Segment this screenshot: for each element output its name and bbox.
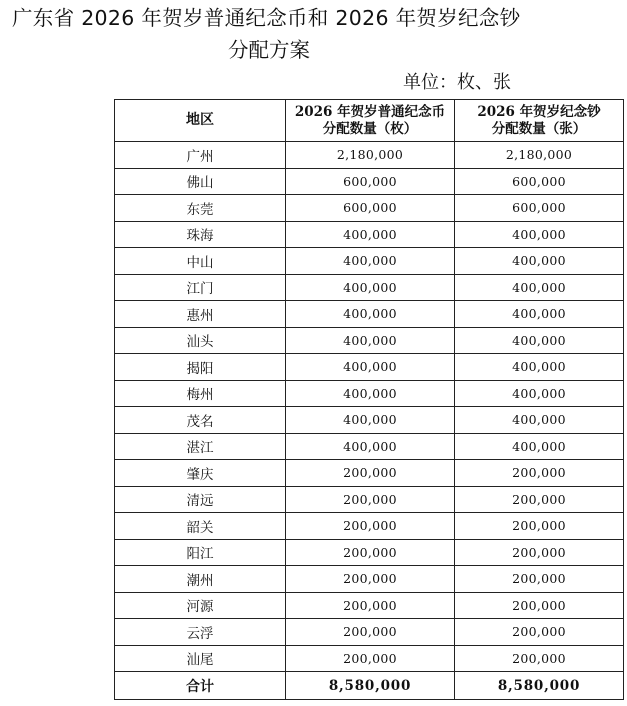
table-body: [115, 142, 624, 672]
table-row: [115, 195, 624, 222]
note-quantity-cell: 400,000: [455, 407, 624, 434]
table-row: [115, 433, 624, 460]
header-coin-line1: 2026 年贺岁普通纪念币: [294, 103, 446, 120]
coin-quantity-cell: 400,000: [286, 433, 455, 460]
header-note-quantity: [455, 100, 624, 142]
region-cell: 佛山: [115, 168, 286, 195]
page-title-line2: 分配方案: [228, 38, 310, 62]
table-row: [115, 645, 624, 672]
region-cell: 清远: [115, 486, 286, 513]
coin-quantity-cell: 400,000: [286, 354, 455, 381]
table-row: [115, 460, 624, 487]
coin-quantity-cell: 200,000: [286, 486, 455, 513]
coin-quantity-cell: 600,000: [286, 168, 455, 195]
note-quantity-cell: 200,000: [455, 539, 624, 566]
coin-quantity-cell: 400,000: [286, 248, 455, 275]
header-note-line2: 分配数量（张）: [491, 120, 587, 137]
note-quantity-cell: 400,000: [455, 274, 624, 301]
page-title: 广东省 2026 年贺岁普通纪念币和 2026 年贺岁纪念钞: [12, 6, 521, 30]
region-cell: 茂名: [115, 407, 286, 434]
table-row: [115, 354, 624, 381]
table-row: [115, 380, 624, 407]
note-quantity-cell: 600,000: [455, 168, 624, 195]
region-cell: 肇庆: [115, 460, 286, 487]
coin-quantity-cell: 400,000: [286, 274, 455, 301]
note-quantity-cell: 400,000: [455, 327, 624, 354]
coin-quantity-cell: 600,000: [286, 195, 455, 222]
note-quantity-cell: 400,000: [455, 354, 624, 381]
note-quantity-cell: 400,000: [455, 433, 624, 460]
region-cell: 广州: [115, 142, 286, 169]
region-cell: 汕尾: [115, 645, 286, 672]
note-quantity-cell: 200,000: [455, 592, 624, 619]
region-cell: 汕头: [115, 327, 286, 354]
note-quantity-cell: 2,180,000: [455, 142, 624, 169]
coin-quantity-cell: 200,000: [286, 539, 455, 566]
table-row: [115, 274, 624, 301]
coin-quantity-cell: 200,000: [286, 460, 455, 487]
coin-quantity-cell: 400,000: [286, 327, 455, 354]
note-quantity-cell: 200,000: [455, 513, 624, 540]
coin-quantity-cell: 200,000: [286, 619, 455, 646]
note-quantity-cell: 600,000: [455, 195, 624, 222]
note-quantity-cell: 400,000: [455, 221, 624, 248]
note-quantity-cell: 200,000: [455, 645, 624, 672]
note-quantity-cell: 200,000: [455, 619, 624, 646]
note-quantity-cell: 400,000: [455, 301, 624, 328]
table-row: [115, 168, 624, 195]
table-row: [115, 221, 624, 248]
table-row: [115, 539, 624, 566]
table-row: [115, 486, 624, 513]
allocation-table: [114, 99, 624, 700]
region-cell: 云浮: [115, 619, 286, 646]
note-quantity-cell: 200,000: [455, 486, 624, 513]
table-row: [115, 301, 624, 328]
table-row: [115, 619, 624, 646]
region-cell: 河源: [115, 592, 286, 619]
coin-quantity-cell: 400,000: [286, 301, 455, 328]
table-header-row: [115, 100, 624, 142]
region-cell: 珠海: [115, 221, 286, 248]
region-cell: 湛江: [115, 433, 286, 460]
note-quantity-cell: 400,000: [455, 248, 624, 275]
table-row: [115, 592, 624, 619]
coin-quantity-cell: 2,180,000: [286, 142, 455, 169]
total-label: 合计: [115, 672, 286, 700]
table-row: [115, 566, 624, 593]
table-row: [115, 407, 624, 434]
note-quantity-cell: 200,000: [455, 566, 624, 593]
coin-quantity-cell: 200,000: [286, 645, 455, 672]
header-note-line1: 2026 年贺岁纪念钞: [477, 103, 601, 120]
coin-quantity-cell: 200,000: [286, 592, 455, 619]
table-row: [115, 142, 624, 169]
header-coin-quantity: [286, 100, 455, 142]
total-coin: 8,580,000: [286, 672, 455, 700]
unit-label: 单位：枚、张: [403, 72, 511, 93]
table-row: [115, 248, 624, 275]
header-region: 地区: [115, 100, 286, 142]
coin-quantity-cell: 200,000: [286, 566, 455, 593]
region-cell: 阳江: [115, 539, 286, 566]
table-row: [115, 327, 624, 354]
note-quantity-cell: 200,000: [455, 460, 624, 487]
coin-quantity-cell: 200,000: [286, 513, 455, 540]
table-row: [115, 513, 624, 540]
region-cell: 惠州: [115, 301, 286, 328]
coin-quantity-cell: 400,000: [286, 221, 455, 248]
note-quantity-cell: 400,000: [455, 380, 624, 407]
total-row: [115, 672, 624, 700]
region-cell: 梅州: [115, 380, 286, 407]
region-cell: 江门: [115, 274, 286, 301]
region-cell: 韶关: [115, 513, 286, 540]
region-cell: 中山: [115, 248, 286, 275]
region-cell: 揭阳: [115, 354, 286, 381]
header-coin-line2: 分配数量（枚）: [322, 120, 418, 137]
total-note: 8,580,000: [455, 672, 624, 700]
region-cell: 潮州: [115, 566, 286, 593]
coin-quantity-cell: 400,000: [286, 407, 455, 434]
coin-quantity-cell: 400,000: [286, 380, 455, 407]
region-cell: 东莞: [115, 195, 286, 222]
